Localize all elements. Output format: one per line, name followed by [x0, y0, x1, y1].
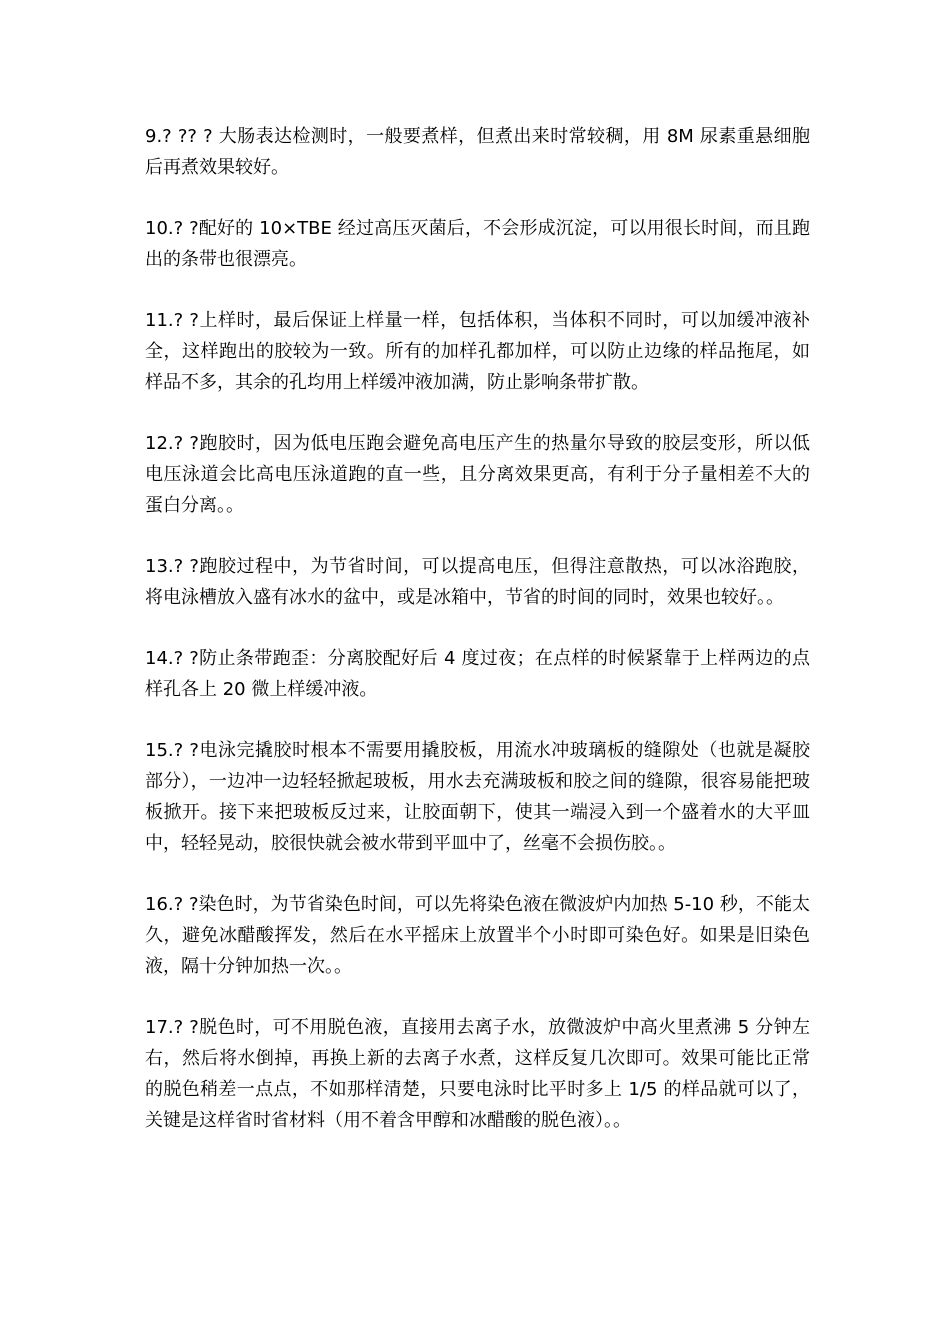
paragraph-12: 12.? ?跑胶时，因为低电压跑会避免高电压产生的热量尔导致的胶层变形，所以低电压泳道会比高电压泳道跑的直一些，且分离效果更高，有利于分子量相差不大的蛋白分离。。 — [145, 433, 810, 516]
paragraph-11: 11.? ?上样时，最后保证上样量一样，包括体积，当体积不同时，可以加缓冲液补全，这样跑出的胶较为一致。所有的加样孔都加样，可以防止边缘的样品拖尾，如样品不多，其余的孔均用上样缓冲液加满，防止影响条带扩散。 — [145, 310, 810, 393]
paragraph-9: 9.? ?? ? 大肠表达检测时，一般要煮样，但煮出来时常较稠，用 8M 尿素重悬细胞后再煮效果较好。 — [145, 126, 810, 178]
paragraph-15: 15.? ?电泳完撬胶时根本不需要用撬胶板，用流水冲玻璃板的缝隙处（也就是凝胶部分），一边冲一边轻轻掀起玻板，用水去充满玻板和胶之间的缝隙，很容易能把玻板掀开。接下来把玻板反过来，让胶面朝下，使其一端浸入到一个盛着水的大平皿中，轻轻晃动，胶很快就会被水带到平皿中了，丝毫不会损伤胶。。 — [145, 740, 810, 854]
paragraph-14: 14.? ?防止条带跑歪：分离胶配好后 4 度过夜；在点样的时候紧靠于上样两边的点样孔各上 20 微上样缓冲液。 — [145, 648, 810, 700]
paragraph-13: 13.? ?跑胶过程中，为节省时间，可以提高电压，但得注意散热，可以冰浴跑胶，将电泳槽放入盛有冰水的盆中，或是冰箱中，节省的时间的同时，效果也较好。。 — [145, 556, 810, 608]
paragraph-17: 17.? ?脱色时，可不用脱色液，直接用去离子水，放微波炉中高火里煮沸 5 分钟左右，然后将水倒掉，再换上新的去离子水煮，这样反复几次即可。效果可能比正常的脱色稍差一点点，不如那样清楚，只要电泳时比平时多上 1/5 的样品就可以了，关键是这样省时省材料（用不着含甲醇和冰醋酸的脱色液）。。 — [145, 1017, 810, 1131]
document-body — [145, 121, 810, 1166]
paragraph-16: 16.? ?染色时，为节省染色时间，可以先将染色液在微波炉内加热 5-10 秒，不能太久，避免冰醋酸挥发，然后在水平摇床上放置半个小时即可染色好。如果是旧染色液，隔十分钟加热一次。。 — [145, 894, 810, 977]
paragraph-10: 10.? ?配好的 10×TBE 经过高压灭菌后，不会形成沉淀，可以用很长时间，而且跑出的条带也很漂亮。 — [145, 218, 810, 270]
